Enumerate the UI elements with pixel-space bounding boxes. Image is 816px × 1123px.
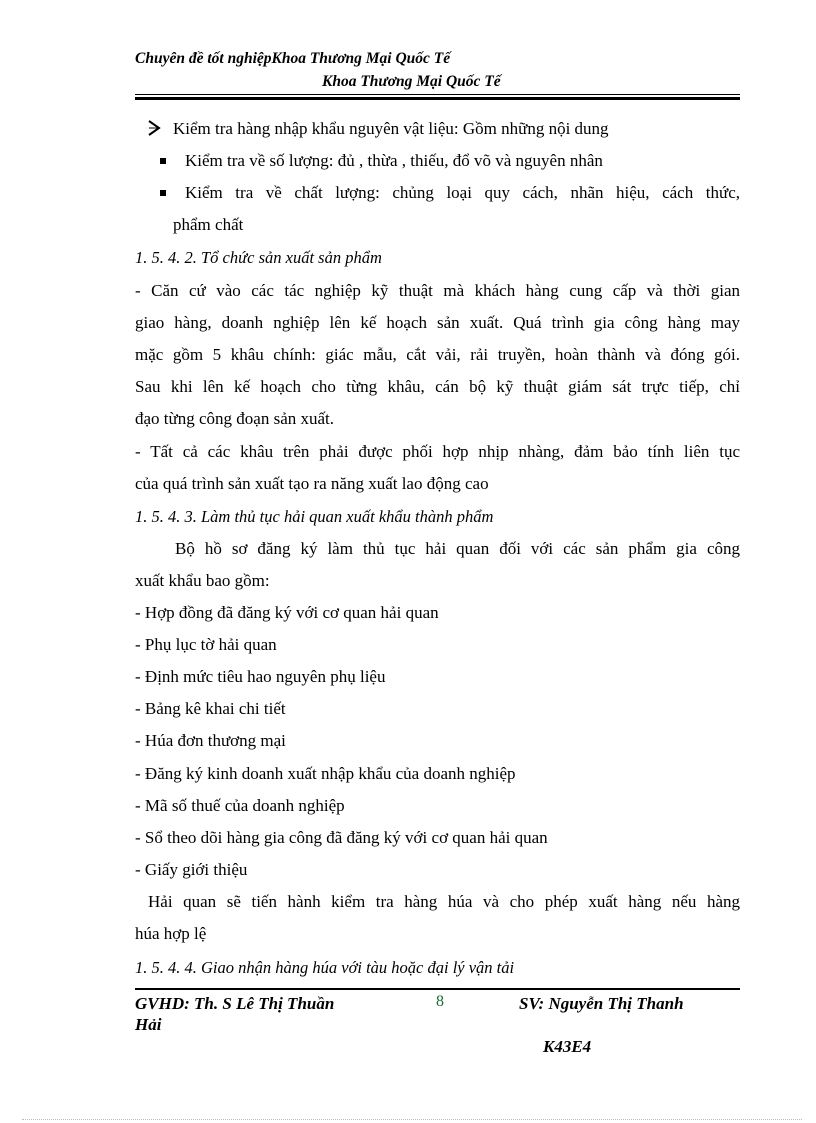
- list-item: - Bảng kê khai chi tiết: [135, 699, 286, 718]
- page-bottom-divider: [22, 1119, 802, 1120]
- paragraph-line: - Căn cứ vào các tác nghiệp kỹ thuật mà khách hàng cung cấp và thời gian: [135, 281, 740, 300]
- square-bullet-icon: [160, 158, 166, 164]
- list-item: - Định mức tiêu hao nguyên phụ liệu: [135, 667, 386, 686]
- list-item: - Phụ lục tờ hải quan: [135, 635, 277, 654]
- bullet-main: Kiểm tra hàng nhập khẩu nguyên vật liệu: Gồm những nội dung: [173, 119, 609, 138]
- list-item: - Mã số thuế của doanh nghiệp: [135, 796, 345, 815]
- sub-bullet-quality-cont: phẩm chất: [173, 215, 244, 234]
- paragraph-line: xuất khẩu bao gồm:: [135, 571, 270, 590]
- paragraph-line: húa hợp lệ: [135, 924, 207, 943]
- list-item: - Húa đơn thương mại: [135, 731, 286, 750]
- footer-supervisor: GVHD: Th. S Lê Thị Thuần: [135, 994, 335, 1013]
- footer-student: SV: Nguyễn Thị Thanh: [519, 994, 684, 1013]
- footer-rule: [135, 988, 740, 990]
- paragraph-line: đạo từng công đoạn sản xuất.: [135, 409, 335, 428]
- section-heading-1542: 1. 5. 4. 2. Tổ chức sản xuất sản phẩm: [135, 248, 382, 267]
- paragraph-line: Bộ hồ sơ đăng ký làm thủ tục hải quan đối với các sản phẩm gia công: [175, 539, 740, 558]
- paragraph-line: của quá trình sản xuất tạo ra năng xuất lao động cao: [135, 474, 489, 493]
- page-number: 8: [436, 993, 444, 1010]
- list-item: - Sổ theo dõi hàng gia công đã đăng ký với cơ quan hải quan: [135, 828, 548, 847]
- list-item: - Đăng ký kinh doanh xuất nhập khẩu của doanh nghiệp: [135, 764, 516, 783]
- footer-supervisor-cont: Hải: [135, 1015, 162, 1034]
- paragraph-line: - Tất cả các khâu trên phải được phối hợp nhịp nhàng, đảm bảo tính liên tục: [135, 442, 740, 461]
- sub-bullet-quality: Kiểm tra về chất lượng: chủng loại quy cách, nhãn hiệu, cách thức,: [185, 183, 740, 202]
- header-rule-thin: [135, 94, 740, 95]
- section-heading-1543: 1. 5. 4. 3. Làm thủ tục hải quan xuất khẩu thành phẩm: [135, 507, 494, 526]
- paragraph-line: Hải quan sẽ tiến hành kiểm tra hàng húa và cho phép xuất hàng nếu hàng: [148, 892, 740, 911]
- list-item: - Hợp đồng đã đăng ký với cơ quan hải quan: [135, 603, 439, 622]
- header-department: Khoa Thương Mại Quốc Tế: [322, 73, 501, 90]
- square-bullet-icon: [160, 190, 166, 196]
- footer-class: K43E4: [543, 1037, 592, 1056]
- header-rule-thick: [135, 97, 740, 100]
- paragraph-line: mặc gồm 5 khâu chính: giác mẫu, cắt vải, rải truyền, hoàn thành và đóng gói.: [135, 345, 740, 364]
- header-title: Chuyên đề tốt nghiệpKhoa Thương Mại Quốc Tế: [135, 50, 451, 67]
- paragraph-line: Sau khi lên kế hoạch cho từng khâu, cán bộ kỹ thuật giám sát trực tiếp, chỉ: [135, 377, 740, 396]
- paragraph-line: giao hàng, doanh nghiệp lên kế hoạch sản xuất. Quá trình gia công hàng may: [135, 313, 740, 332]
- section-heading-1544: 1. 5. 4. 4. Giao nhận hàng húa với tàu hoặc đại lý vận tải: [135, 958, 515, 977]
- arrow-bullet-icon: [147, 120, 161, 136]
- list-item: - Giấy giới thiệu: [135, 860, 248, 879]
- sub-bullet-quantity: Kiểm tra về số lượng: đủ , thừa , thiếu, đổ võ và nguyên nhân: [185, 151, 603, 170]
